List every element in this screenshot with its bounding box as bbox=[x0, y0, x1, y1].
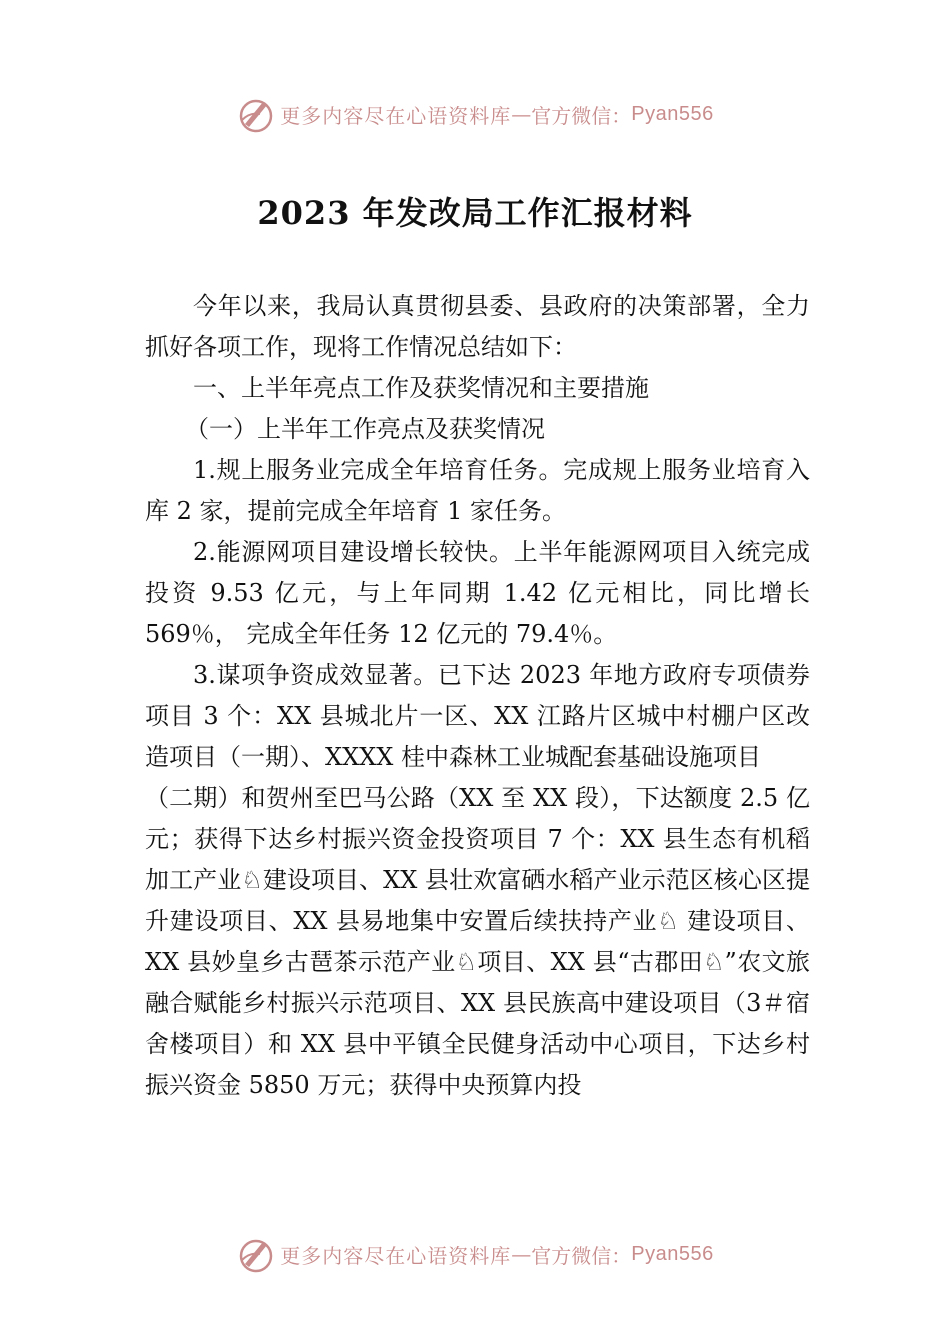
document-body bbox=[145, 286, 810, 1106]
document-title: 2023 年发改局工作汇报材料 bbox=[257, 194, 693, 232]
paragraph-item-2: 2.能源网项目建设增长较快。上半年能源网项目入统完成投资 9.53 亿元，与上年同期 1.42 亿元相比，同比增长 569％， 完成全年任务 12 亿元的 79.4％。 bbox=[145, 538, 810, 648]
watermark-dash: — bbox=[511, 102, 532, 126]
watermark-wechat-id: Pyan556 bbox=[631, 1242, 714, 1265]
paragraph-item-1: 1.规上服务业完成全年培育任务。完成规上服务业培育入库 2 家，提前完成全年培育 1 家任务。 bbox=[145, 456, 810, 525]
watermark-brand: 更多内容尽在心语资料库 bbox=[280, 1243, 512, 1268]
watermark-footer bbox=[0, 1232, 950, 1276]
paragraph-item-3-continued: （二期）和贺州至巴马公路（XX 至 XX 段），下达额度 2.5 亿元；获得下达乡村振兴资金投资项目 7 个：XX 县生态有机稻加工产业♘建设项目、XX 县壮欢富硒水稻产业示范区核心区提升建设项目、XX 县易地集中安置后续扶持产业♘ 建设项目、XX 县妙皇乡古琶茶示范产业♘项目、XX 县“古郡田♘”农文旅融合赋能乡村振兴示范项目、XX 县民族高中建设项目（3＃宿舍楼项目）和 XX 县中平镇全民健身活动中心项目，下达乡村振兴资金 5850 万元；获得中央预算内投 bbox=[145, 784, 810, 1099]
heading-section-1: 一、上半年亮点工作及获奖情况和主要措施 bbox=[193, 374, 649, 402]
pen-logo-icon bbox=[236, 1234, 276, 1274]
paragraph-intro: 今年以来，我局认真贯彻县委、县政府的决策部署，全力抓好各项工作，现将工作情况总结如下： bbox=[145, 292, 810, 361]
watermark-wechat-id: Pyan556 bbox=[631, 102, 714, 125]
watermark-wechat-label: 官方微信： bbox=[531, 103, 632, 128]
watermark-brand: 更多内容尽在心语资料库 bbox=[280, 103, 512, 128]
watermark-dash: — bbox=[511, 1242, 532, 1266]
heading-subsection-1: （一）上半年工作亮点及获奖情况 bbox=[185, 415, 545, 443]
watermark-wechat-label: 官方微信： bbox=[531, 1243, 632, 1268]
pen-logo-icon bbox=[236, 94, 276, 134]
paragraph-item-3: 3.谋项争资成效显著。已下达 2023 年地方政府专项债券项目 3 个：XX 县城北片一区、XX 江路片区城中村棚户区改造项目（一期）、XXXX 桂中森林工业城配套基础设施项目 bbox=[145, 661, 810, 771]
watermark-header bbox=[0, 92, 950, 136]
